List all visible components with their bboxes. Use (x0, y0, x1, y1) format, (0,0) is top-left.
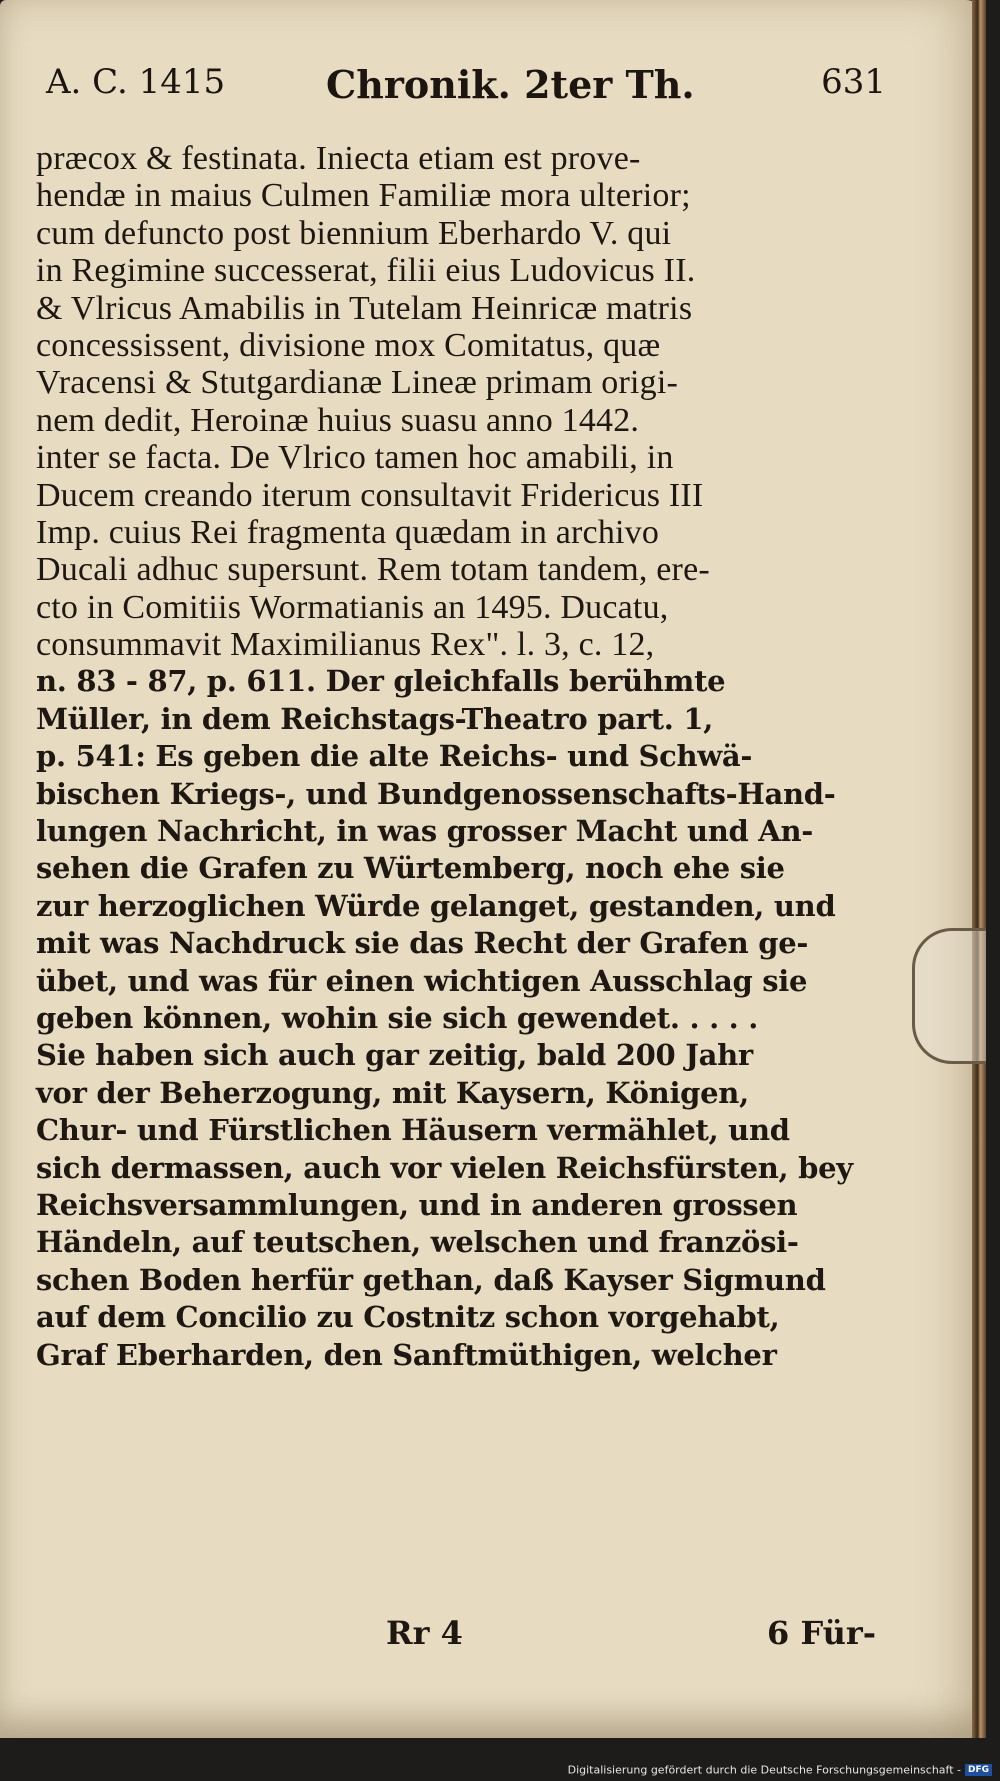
text-line: p. 541: Es geben die alte Reichs- und Schwä- (36, 739, 753, 774)
text-line: Händeln, auf teutschen, welschen und französi- (36, 1225, 799, 1260)
body-text (36, 140, 886, 1374)
text-line: Sie haben sich auch gar zeitig, bald 200 Jahr (36, 1038, 753, 1073)
running-header (46, 62, 886, 112)
text-line: concessissent, divisione mox Comitatus, quæ (36, 326, 661, 364)
header-title: Chronik. 2ter Th. (326, 62, 695, 107)
text-line: bischen Kriegs-, und Bundgenossenschafts-Hand- (36, 776, 836, 811)
text-line: mit was Nachdruck sie das Recht der Grafen ge- (36, 926, 809, 961)
page-edge (972, 0, 986, 1738)
page-clip (912, 928, 986, 1064)
dfg-logo: DFG (965, 1764, 992, 1776)
text-line: Reichsversammlungen, und in anderen grossen (36, 1187, 798, 1222)
page-footer (36, 1614, 886, 1664)
text-line: Chur- und Fürstlichen Häusern vermählet, und (36, 1113, 790, 1148)
text-line: nem dedit, Heroinæ huius suasu anno 1442. (36, 401, 640, 439)
text-line: n. 83 - 87, p. 611. Der gleichfalls berühmte (36, 664, 726, 699)
text-line: schen Boden herfür gethan, daß Kayser Sigmund (36, 1262, 826, 1297)
digitization-credit (568, 1763, 992, 1777)
text-line: inter se facta. De Vlrico tamen hoc amabili, in (36, 439, 674, 477)
text-line: consummavit Maximilianus Rex". l. 3, c. 12, (36, 626, 655, 664)
text-line: cto in Comitiis Wormatianis an 1495. Ducatu, (36, 588, 669, 626)
text-line: sehen die Grafen zu Würtemberg, noch ehe sie (36, 851, 785, 886)
text-line: übet, und was für einen wichtigen Ausschlag sie (36, 963, 808, 998)
text-line: præcox & festinata. Iniecta etiam est prove- (36, 140, 641, 177)
text-line: Ducali adhuc supersunt. Rem totam tandem, ere- (36, 551, 710, 589)
text-line: geben können, wohin sie sich gewendet. . . . . (36, 1000, 759, 1035)
text-line: zur herzoglichen Würde gelanget, gestanden, und (36, 888, 836, 923)
text-line: vor der Beherzogung, mit Kaysern, Königen, (36, 1075, 749, 1110)
text-line: sich dermassen, auch vor vielen Reichsfürsten, bey (36, 1150, 853, 1185)
catchword: 6 Für- (767, 1614, 876, 1652)
text-line: Müller, in dem Reichstags-Theatro part. 1, (36, 701, 714, 736)
text-line: in Regimine successerat, filii eius Ludovicus II. (36, 252, 696, 290)
signature-mark: Rr 4 (386, 1614, 463, 1652)
text-line: auf dem Concilio zu Costnitz schon vorgehabt, (36, 1300, 780, 1335)
text-line: Vracensi & Stutgardianæ Lineæ primam origi- (36, 364, 679, 402)
text-line: & Vlricus Amabilis in Tutelam Heinricæ matris (36, 289, 693, 327)
header-year: A. C. 1415 (46, 62, 226, 102)
text-line: cum defuncto post biennium Eberhardo V. qui (36, 214, 672, 252)
page-number: 631 (821, 62, 886, 102)
text-line: Imp. cuius Rei fragmenta quædam in archivo (36, 513, 660, 551)
text-line: Ducem creando iterum consultavit Fridericus III (36, 476, 704, 514)
text-line: lungen Nachricht, in was grosser Macht und An- (36, 814, 814, 849)
text-line: hendæ in maius Culmen Familiæ mora ulterior; (36, 177, 691, 215)
credit-text: Digitalisierung gefördert durch die Deutsche Forschungsgemeinschaft - (567, 1763, 961, 1777)
text-line: Graf Eberharden, den Sanftmüthigen, welcher (36, 1337, 777, 1372)
